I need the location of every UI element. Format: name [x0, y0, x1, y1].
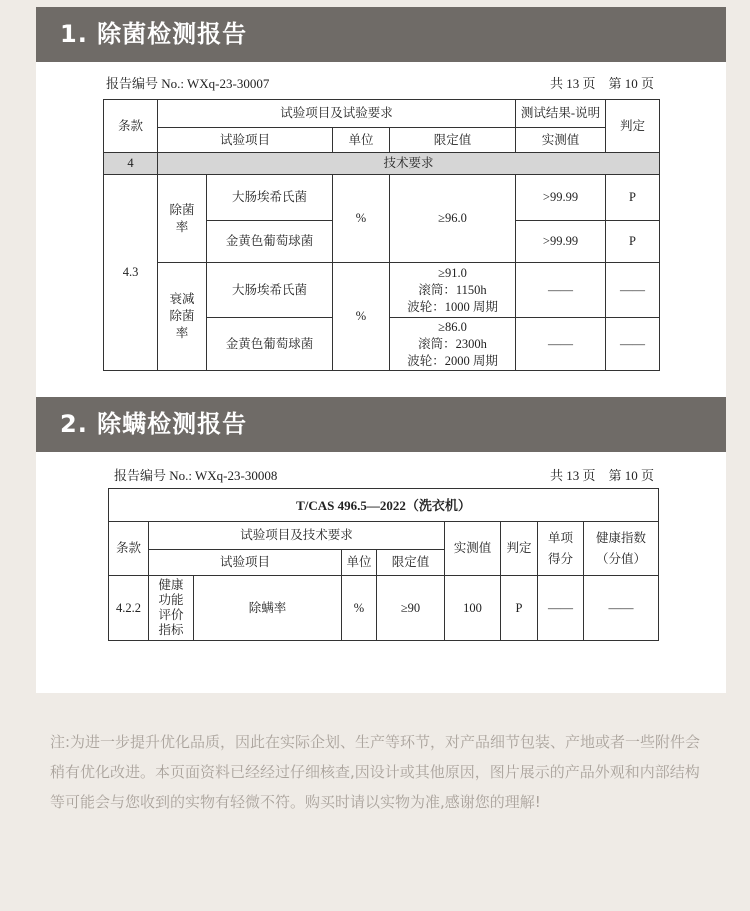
group2-limit-1	[390, 263, 516, 318]
table-row	[104, 128, 660, 153]
group2-item-1: 大肠埃希氏菌	[207, 263, 333, 318]
header-clause: 条款	[109, 522, 149, 576]
group2-name: 衰减除菌率	[169, 292, 195, 340]
group2-limit-2-b: 滚筒：2300h	[418, 336, 487, 351]
header-limit: 限定值	[377, 550, 445, 576]
header-single-score-cell	[538, 522, 584, 576]
table-row	[109, 522, 659, 550]
group1-judge-1: P	[606, 175, 660, 221]
mite-removal-report-table	[108, 488, 659, 641]
clause-4-3: 4.3	[104, 175, 158, 371]
group1-unit: %	[333, 175, 390, 263]
disclaimer-note: 注:为进一步提升优化品质，因此在实际企划、生产等环节，对产品细节包装、产地或者一些附件会稍有优化改进。本页面资料已经经过仔细核查,因设计或其他原因，图片展示的产品外观和内部结构等可能会与您收到的实物有轻微不符。购买时请以实物为准,感谢您的理解!	[50, 733, 701, 811]
section2-header	[36, 397, 726, 452]
group1-item-1: 大肠埃希氏菌	[207, 175, 333, 221]
section1-title: 1. 除菌检测报告	[60, 20, 248, 48]
group1-limit: ≥96.0	[390, 175, 516, 263]
header-single-score: 单项得分	[547, 530, 573, 566]
group2-limit-1-c: 波轮：1000 周期	[407, 299, 498, 314]
group2-limit-1-b: 滚筒：1150h	[418, 282, 487, 297]
group2-unit: %	[333, 263, 390, 371]
header-unit: 单位	[342, 550, 377, 576]
header-test-item: 试验项目	[158, 128, 333, 153]
group2-judge-1: ——	[606, 263, 660, 318]
row-score: ——	[538, 576, 584, 641]
group2-measured-2: ——	[516, 318, 606, 371]
row-index: ——	[584, 576, 659, 641]
row-measured: 100	[445, 576, 501, 641]
header-judgement: 判定	[501, 522, 538, 576]
table-row	[104, 100, 660, 128]
group2-judge-2: ——	[606, 318, 660, 371]
section2-report-no: 报告编号 No.: WXq-23-30008	[114, 468, 278, 483]
header-unit: 单位	[333, 128, 390, 153]
header-result-group: 测试结果-说明	[516, 100, 606, 128]
header-test-item: 试验项目	[149, 550, 342, 576]
section-row-clause: 4	[104, 153, 158, 175]
table-row	[104, 153, 660, 175]
group1-measured-1: >99.99	[516, 175, 606, 221]
table-row	[109, 576, 659, 641]
table-row	[104, 175, 660, 221]
group2-limit-2-c: 波轮：2000 周期	[407, 353, 498, 368]
row-category: 健康功能评价指标	[158, 577, 184, 637]
report-panel	[36, 7, 726, 693]
group2-limit-1-a: ≥91.0	[438, 265, 467, 280]
section1-page-info: 共 13 页 第 10 页	[549, 76, 654, 91]
table-title: T/CAS 496.5—2022（洗衣机）	[109, 489, 659, 522]
header-health-index-cell	[584, 522, 659, 576]
header-measured: 实测值	[445, 522, 501, 576]
header-judgement: 判定	[606, 100, 660, 153]
header-health-index: 健康指数（分值）	[595, 530, 646, 566]
group1-measured-2: >99.99	[516, 221, 606, 263]
row-item: 除螨率	[194, 576, 342, 641]
group2-limit-2	[390, 318, 516, 371]
header-clause: 条款	[104, 100, 158, 153]
section1-report-no: 报告编号 No.: WXq-23-30007	[106, 76, 270, 91]
row-category-cell	[149, 576, 194, 641]
group2-measured-1: ——	[516, 263, 606, 318]
group2-item-2: 金黄色葡萄球菌	[207, 318, 333, 371]
row-judge: P	[501, 576, 538, 641]
section2-meta	[114, 465, 654, 485]
header-test-items-group: 试验项目及试验要求	[158, 100, 516, 128]
section1-header	[36, 7, 726, 62]
section-row-label: 技术要求	[158, 153, 660, 175]
sterilization-report-table	[103, 99, 660, 371]
group2-limit-2-a: ≥86.0	[438, 319, 467, 334]
group1-name-cell	[158, 175, 207, 263]
table-row	[109, 489, 659, 522]
row-clause: 4.2.2	[109, 576, 149, 641]
header-test-items-group: 试验项目及技术要求	[149, 522, 445, 550]
group1-item-2: 金黄色葡萄球菌	[207, 221, 333, 263]
header-limit: 限定值	[390, 128, 516, 153]
group1-name: 除菌率	[169, 202, 195, 234]
row-unit: %	[342, 576, 377, 641]
header-measured: 实测值	[516, 128, 606, 153]
section1-meta	[106, 73, 654, 93]
row-limit: ≥90	[377, 576, 445, 641]
group2-name-cell	[158, 263, 207, 371]
section2-title: 2. 除螨检测报告	[60, 410, 248, 438]
section2-page-info: 共 13 页 第 10 页	[549, 468, 654, 483]
table-row	[104, 263, 660, 318]
group1-judge-2: P	[606, 221, 660, 263]
